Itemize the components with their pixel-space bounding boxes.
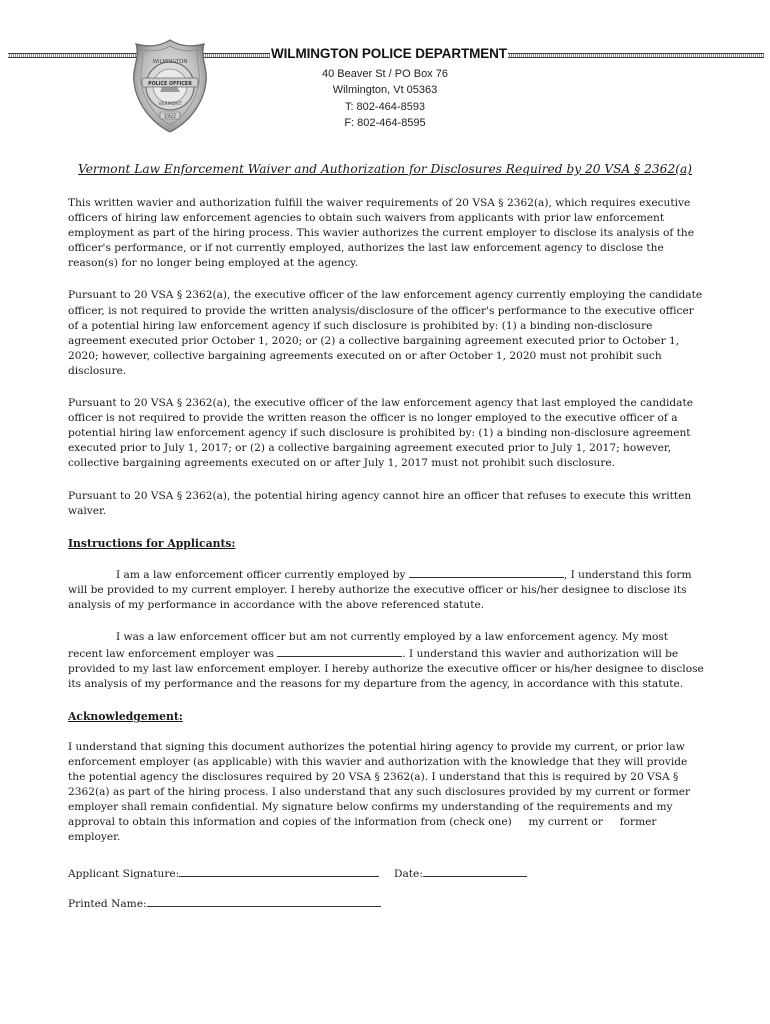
printed-name-label: Printed Name:: [68, 898, 147, 910]
letterhead: [0, 34, 770, 134]
former-officer-option: [68, 630, 704, 692]
badge-top-text: WILMINGTON: [152, 59, 188, 65]
current-employer-field[interactable]: [409, 566, 564, 578]
phone-line: T: 802-464-8593: [344, 100, 426, 113]
option2-text-start: I was a law enforcement officer but am not currently employed by a law enforcement agency. My most recent law enforcement employer was: [68, 631, 669, 661]
department-address: [270, 66, 500, 132]
acknowledgement-tail: employer.: [68, 831, 121, 844]
acknowledgement-heading: Acknowledgement:: [68, 710, 183, 724]
date-label: Date:: [393, 868, 423, 880]
option1-text-end: , I understand this form will be provided to my current employer. I hereby authorize the executive officer or his/her designee to disclose its analysis of my performance in accordance with the above referenced statute.: [68, 568, 692, 611]
last-employer-paragraph: Pursuant to 20 VSA § 2362(a), the executive officer of the law enforcement agency that last employed the candidate officer is not required to provide the written reason the officer is no longer employed to the executive officer of a potential hiring law enforcement agency if such disclosure is prohibited by: (1) a binding non-disclosure agreement executed prior to July 1, 2017; or (2) a collective bargaining agreement executed prior to July 1, 2017; however, collective bargaining agreements executed on or after July 1, 2017 must not prohibit such disclosure.: [68, 397, 693, 470]
document-title: Vermont Law Enforcement Waiver and Authorization for Disclosures Required by 20 VSA § 2362(a): [78, 162, 692, 176]
acknowledgement-text: I understand that signing this document authorizes the potential hiring agency to provide my current, or prior law enforcement employer (as applicable) with this wavier and authorization with the knowledge that they will provide the potential agency the disclosures required by 20 VSA § 2362(a). I understand that this is required by 20 VSA § 2362(a) as part of the hiring process. I also understand that any such disclosures provided by my current or former employer shall remain confidential. My signature below confirms my understanding of the requirements and my approval to obtain this information and copies of the information from (check one): [68, 740, 691, 828]
badge-state-text: VERMONT: [158, 102, 182, 107]
former-choice-label: former: [619, 816, 657, 828]
address-line: 40 Beaver St / PO Box 76: [322, 68, 448, 80]
applicant-signature-label: Applicant Signature:: [68, 868, 180, 880]
department-name: WILMINGTON POLICE DEPARTMENT: [271, 46, 507, 61]
signature-row: [68, 864, 527, 882]
police-badge-icon: [130, 38, 210, 134]
applicant-signature-field[interactable]: [179, 864, 379, 877]
acknowledgement-paragraph: [68, 740, 704, 846]
current-officer-option: [68, 566, 704, 613]
printed-name-row: [68, 894, 381, 912]
address-line: Wilmington, Vt 05363: [332, 84, 438, 97]
option2-text-end: . I understand this wavier and authorization will be provided to my last law enforcement employer. I hereby authorize the executive officer or his/her designee to disclose its analysis of my performance and the reasons for my departure from the agency, in accordance with this statute.: [68, 648, 704, 691]
option1-text-start: I am a law enforcement officer currently employed by: [116, 568, 409, 581]
current-employer-checkbox[interactable]: [515, 816, 525, 826]
fax-line: F: 802-464-8595: [344, 117, 426, 130]
badge-year-text: 1922: [163, 114, 177, 120]
intro-paragraph: This written wavier and authorization fulfill the waiver requirements of 20 VSA § 2362(a), which requires executive officers of hiring law enforcement agencies to obtain such waivers from applicants with prior law enforcement employment as part of the hiring process. This wavier authorizes the current employer to disclose its analysis of the officer's performance, or if not currently employed, authorizes the last law enforcement agency to disclose the reason(s) for no longer being employed at the agency.: [68, 197, 694, 270]
printed-name-field[interactable]: [147, 894, 381, 907]
current-employer-paragraph: Pursuant to 20 VSA § 2362(a), the executive officer of the law enforcement agency currently employing the candidate officer, is not required to provide the written analysis/disclosure of the officer's performance to the executive officer of a potential hiring law enforcement agency if such disclosure is prohibited by: (1) a binding non-disclosure agreement executed prior October 1, 2020; or (2) a collective bargaining agreement executed prior to October 1, 2020; however, collective bargaining agreements executed on or after October 1, 2020 must not prohibit such disclosure.: [68, 289, 703, 377]
badge-ribbon-text: POLICE OFFICER: [148, 81, 192, 87]
last-employer-field[interactable]: [277, 645, 402, 657]
hiring-agency-paragraph: Pursuant to 20 VSA § 2362(a), the potential hiring agency cannot hire an officer that refuses to execute this written waiver.: [68, 489, 692, 517]
instructions-heading: Instructions for Applicants:: [68, 536, 236, 550]
document-body: [68, 196, 704, 862]
former-employer-checkbox[interactable]: [606, 816, 616, 826]
current-choice-label: my current or: [528, 816, 603, 828]
date-field[interactable]: [423, 864, 527, 877]
header-rule-right: [508, 53, 764, 58]
